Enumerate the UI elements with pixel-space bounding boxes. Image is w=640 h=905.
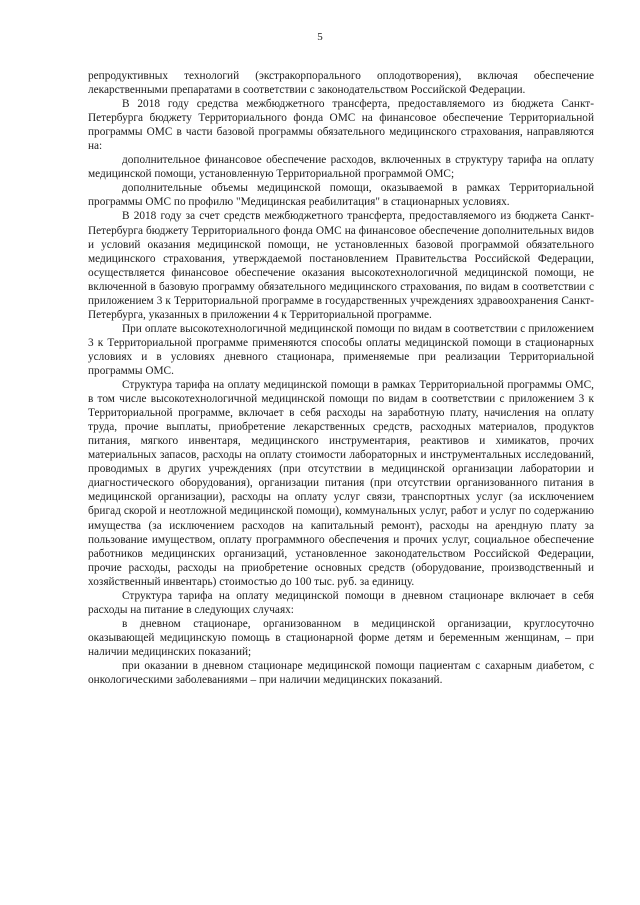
paragraph: дополнительное финансовое обеспечение расходов, включенных в структуру тарифа на оплату медицинской помощи, установленную Территориальной программой ОМС; bbox=[88, 154, 594, 181]
document-body bbox=[88, 69, 594, 687]
paragraph: в дневном стационаре, организованном в медицинской организации, круглосуточно оказывающей медицинскую помощь в стационарной форме детям и беременным женщинам, – при наличии медицинских показаний; bbox=[88, 617, 594, 658]
page-number: 5 bbox=[317, 31, 323, 43]
paragraph: При оплате высокотехнологичной медицинской помощи по видам в соответствии с приложением 3 к Территориальной программе применяются способы оплаты медицинской помощи в стационарных условиях и в условиях дневного стационара, применяемые при реализации Территориальной программы ОМС. bbox=[88, 322, 594, 377]
paragraph: В 2018 году средства межбюджетного трансферта, предоставляемого из бюджета Санкт-Петербурга бюджету Территориального фонда ОМС на финансовое обеспечение Территориальной программы ОМС в части базовой программы обязательного медицинского страхования, направляются на: bbox=[88, 98, 594, 153]
paragraph: репродуктивных технологий (экстракорпорального оплодотворения), включая обеспечение лекарственными препаратами в соответствии с законодательством Российской Федерации. bbox=[88, 70, 594, 97]
paragraph: Структура тарифа на оплату медицинской помощи в дневном стационаре включает в себя расходы на питание в следующих случаях: bbox=[88, 589, 594, 616]
paragraph: дополнительные объемы медицинской помощи, оказываемой в рамках Территориальной программы ОМС по профилю "Медицинская реабилитация" в стационарных условиях. bbox=[88, 182, 594, 209]
paragraph: при оказании в дневном стационаре медицинской помощи пациентам с сахарным диабетом, с онкологическими заболеваниями – при наличии медицинских показаний. bbox=[88, 659, 594, 687]
paragraph: Структура тарифа на оплату медицинской помощи в рамках Территориальной программы ОМС, в том числе высокотехнологичной медицинской помощи по видам в соответствии с приложением 3 к Территориальной программе, включает в себя расходы на заработную плату, начисления на оплату труда, прочие выплаты, приобретение лекарственных средств, расходных материалов, продуктов питания, мягкого инвентаря, медицинского инструментария, реактивов и химикатов, прочих материальных запасов, расходы на оплату стоимости лабораторных и инструментальных исследований, проводимых в других учреждениях (при отсутствии в медицинской организации лаборатории и диагностического оборудования), организации питания (при отсутствии организованного питания в медицинской организации), расходы на оплату услуг связи, транспортных услуг (за исключением бригад скорой и неотложной медицинской помощи), коммунальных услуг, работ и услуг по содержанию имущества (за исключением расходов на капитальный ремонт), расходы на арендную плату за пользование имуществом, оплату программного обеспечения и прочих услуг, социальное обеспечение работников медицинских организаций, установленное законодательством Российской Федерации, прочие расходы, расходы на приобретение основных средств (оборудование, производственный и хозяйственный инвентарь) стоимостью до 100 тыс. руб. за единицу. bbox=[88, 379, 594, 588]
paragraph: В 2018 году за счет средств межбюджетного трансферта, предоставляемого из бюджета Санкт-Петербурга бюджету Территориального фонда ОМС на финансовое обеспечение дополнительных видов и условий оказания медицинской помощи, не установленных базовой программой обязательного медицинского страхования, утверждаемой постановлением Правительства Российской Федерации, осуществляется финансовое обеспечение оказания высокотехнологичной медицинской помощи, не включенной в базовую программу обязательного медицинского страхования, по видам в соответствии с приложением 3 к Территориальной программе в государственных учреждениях здравоохранения Санкт-Петербурга, указанных в приложении 4 к Территориальной программе. bbox=[88, 210, 594, 321]
